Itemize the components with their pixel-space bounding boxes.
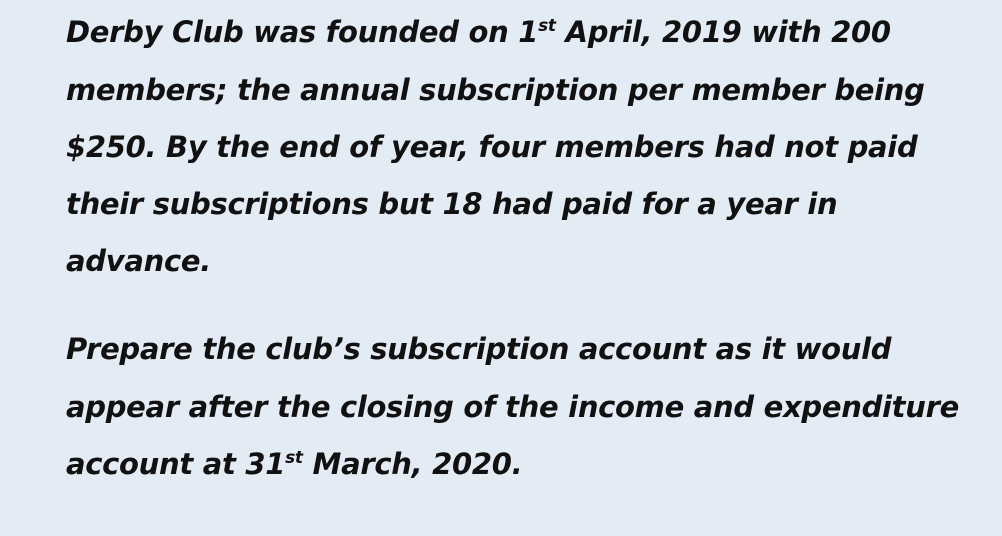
text-segment: Derby Club was founded on 1 xyxy=(66,15,539,49)
ordinal-suffix: st xyxy=(538,16,556,36)
text-line: members; the annual subscription per member being xyxy=(66,73,925,107)
text-segment: March, 2020. xyxy=(302,447,523,481)
text-segment: account at 31 xyxy=(66,447,286,481)
text-line: their subscriptions but 18 had paid for a year in xyxy=(66,187,838,221)
text-line: appear after the closing of the income and expenditure xyxy=(66,390,959,424)
text-segment: April, 2019 with 200 xyxy=(555,15,891,49)
text-line xyxy=(66,444,522,484)
text-line: $250. By the end of year, four members had not paid xyxy=(66,130,918,164)
text-line: advance. xyxy=(66,244,211,278)
text-line xyxy=(66,12,891,52)
ordinal-suffix: st xyxy=(285,448,303,468)
text-line: Prepare the club’s subscription account as it would xyxy=(66,332,892,366)
